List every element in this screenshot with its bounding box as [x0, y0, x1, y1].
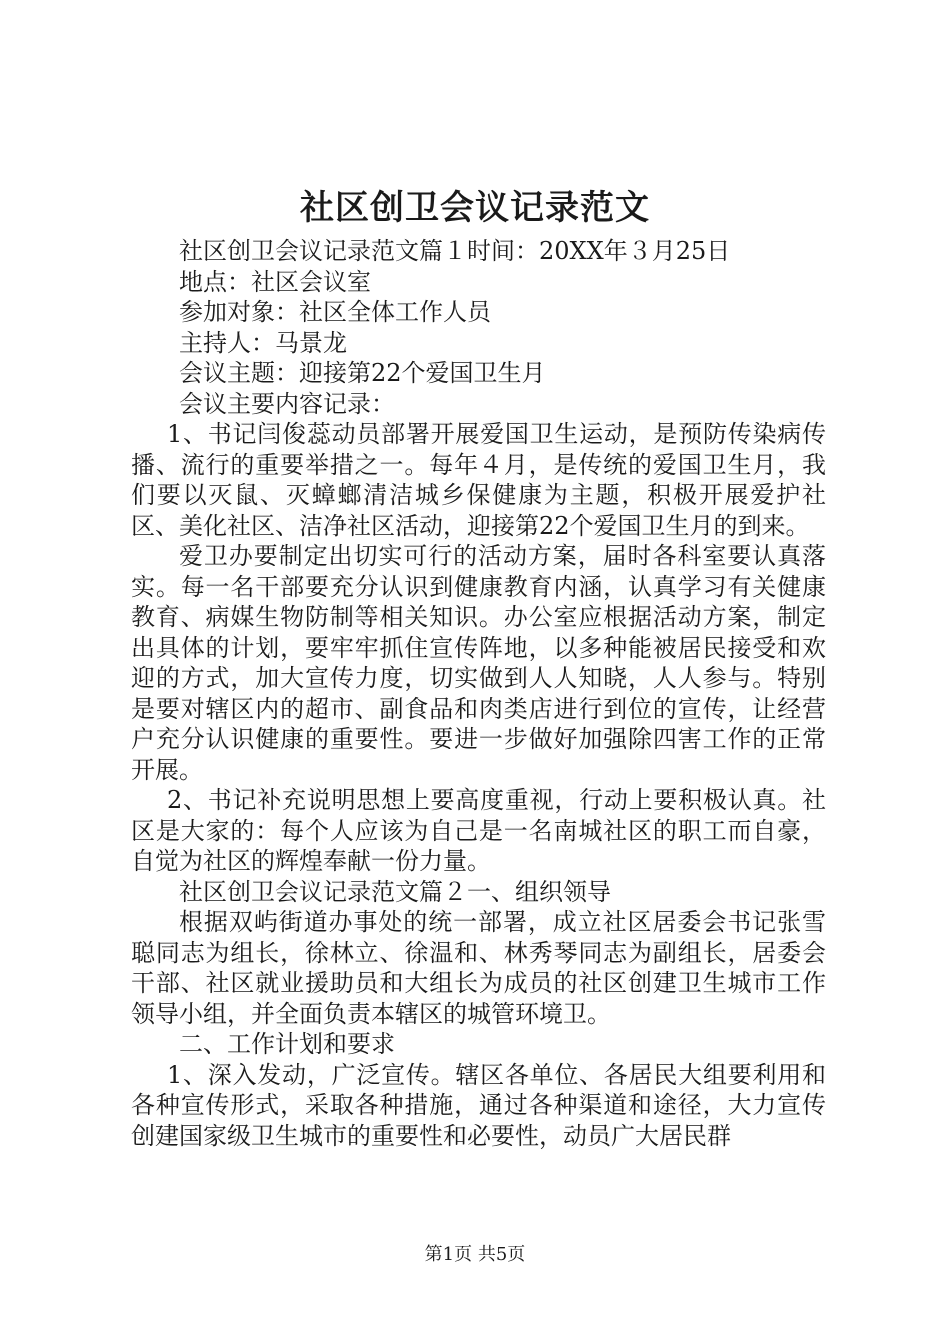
paragraph: 1、书记闫俊蕊动员部署开展爱国卫生运动，是预防传染病传播、流行的重要举措之一。每年４月，是传统的爱国卫生月，我们要以灭鼠、灭蟑螂清洁城乡保健康为主题，积极开展爱护社区、美化社区、洁净社区活动，迎接第22个爱国卫生月的到来。: [131, 420, 826, 540]
paragraph: 爱卫办要制定出切实可行的活动方案，届时各科室要认真落实。每一名干部要充分认识到健康教育内涵，认真学习有关健康教育、病媒生物防制等相关知识。办公室应根据活动方案，制定出具体的计划，要牢牢抓住宣传阵地，以多种能被居民接受和欢迎的方式，加大宣传力度，切实做到人人知晓，人人参与。特别是要对辖区内的超市、副食品和肉类店进行到位的宣传，让经营户充分认识健康的重要性。要进一步做好加强除四害工作的正常开展。: [131, 542, 826, 784]
paragraph-meta-location: 地点：社区会议室: [179, 267, 371, 296]
paragraph-meta-attendees: 参加对象：社区全体工作人员: [179, 298, 491, 326]
paragraph: 根据双屿街道办事处的统一部署，成立社区居委会书记张雪聪同志为组长，徐林立、徐温和、林秀琴同志为副组长，居委会干部、社区就业援助员和大组长为成员的社区创建卫生城市工作领导小组，并全面负责本辖区的城管环境卫。: [131, 908, 826, 1028]
paragraph: 1、深入发动，广泛宣传。辖区各单位、各居民大组要利用和各种宣传形式，采取各种措施，通过各种渠道和途径，大力宣传创建国家级卫生城市的重要性和必要性，动员广大居民群: [131, 1060, 826, 1150]
section-heading: 社区创卫会议记录范文篇２一、组织领导: [179, 877, 611, 906]
document-title: 社区创卫会议记录范文: [300, 188, 650, 228]
paragraph-meta-topic: 会议主题：迎接第22个爱国卫生月: [179, 359, 546, 387]
page-footer: 第1页 共5页: [424, 1244, 526, 1265]
section-heading: 二、工作计划和要求: [179, 1030, 395, 1058]
paragraph-meta-content-heading: 会议主要内容记录：: [179, 389, 395, 418]
paragraph: 2、书记补充说明思想上要高度重视，行动上要积极认真。社区是大家的：每个人应该为自己是一名南城社区的职工而自豪，自觉为社区的辉煌奉献一份力量。: [131, 786, 826, 875]
paragraph-meta-host: 主持人：马景龙: [179, 328, 347, 357]
document-body: [131, 236, 826, 1151]
paragraph-meta-time: 社区创卫会议记录范文篇１时间：20XX年３月25日: [179, 237, 731, 265]
